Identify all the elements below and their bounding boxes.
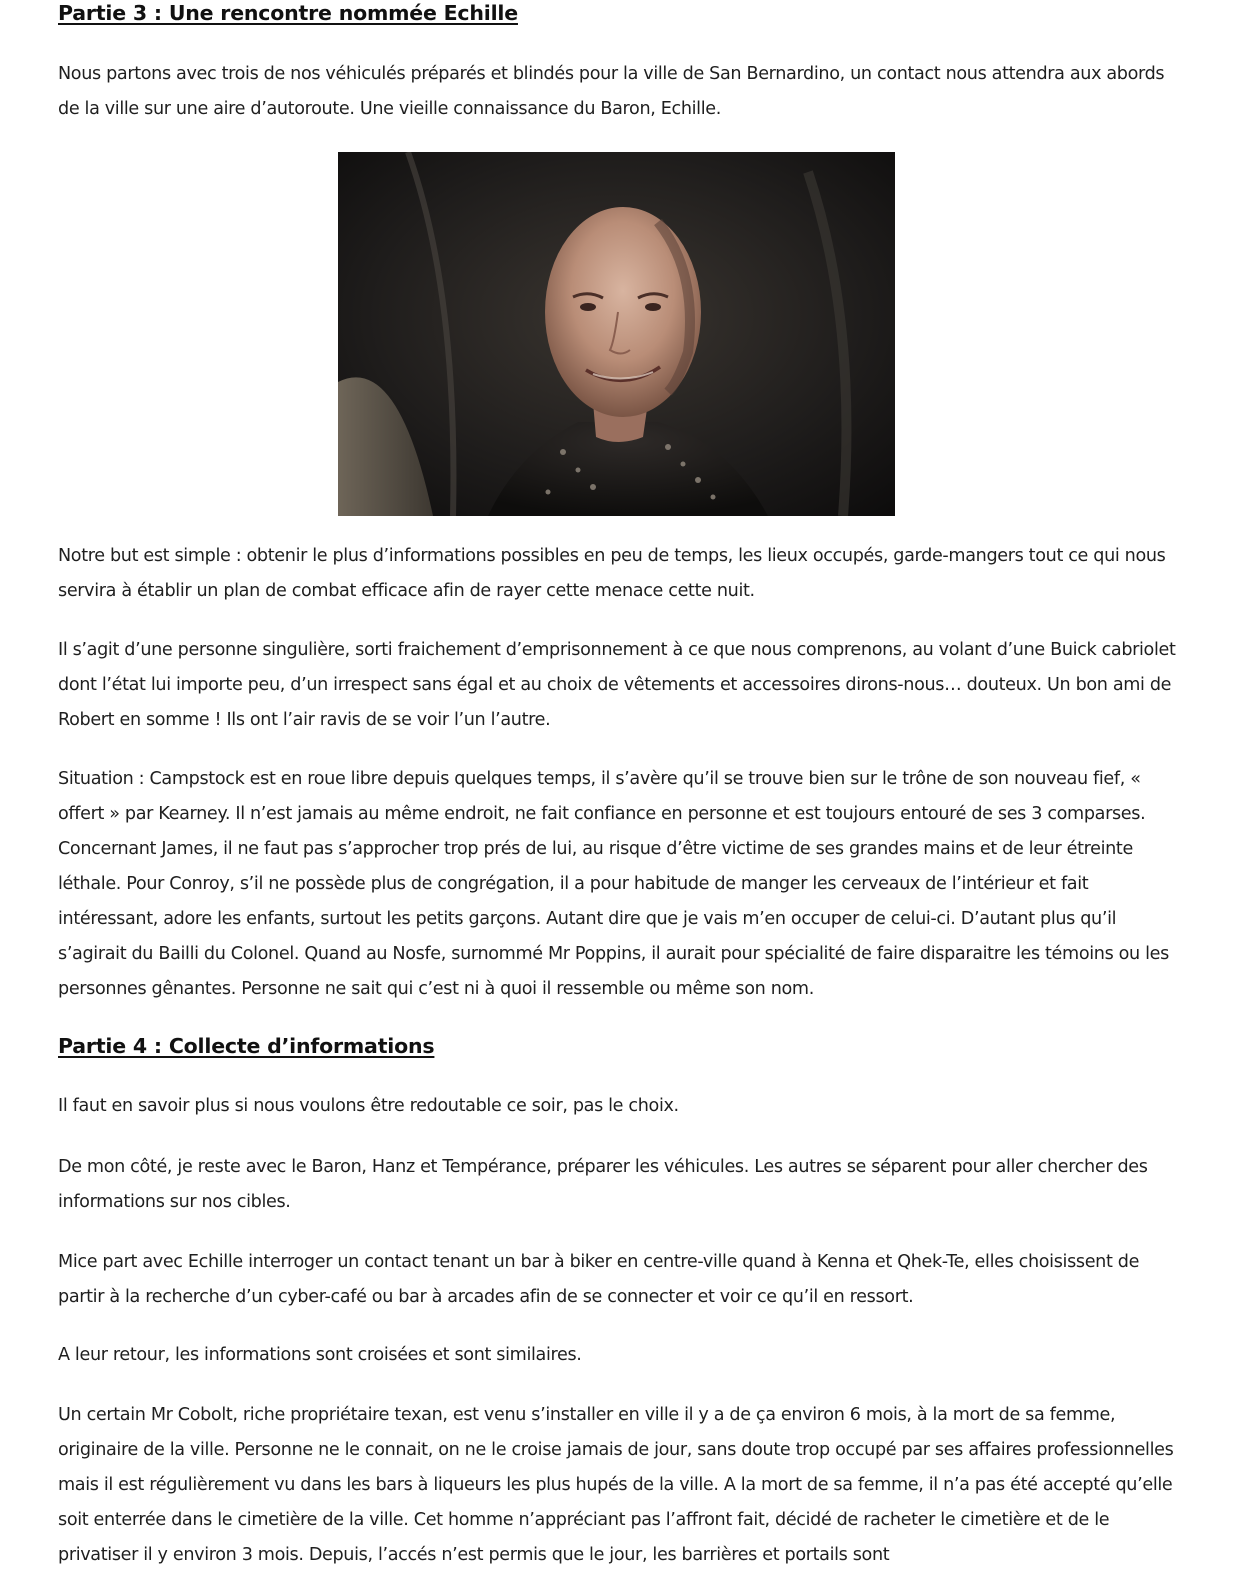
paragraph: A leur retour, les informations sont croisées et sont similaires. — [58, 1345, 582, 1365]
section-heading-part-3: Partie 3 : Une rencontre nommée Echille — [58, 1, 518, 25]
section-heading-part-4: Partie 4 : Collecte d’informations — [58, 1034, 435, 1058]
portrait-photo — [338, 152, 895, 516]
paragraph: Nous partons avec trois de nos véhiculés préparés et blindés pour la ville de San Bernardino, un contact nous attendra aux abords de la ville sur une aire d’autoroute. Une vieille connaissance du Baron, Echille. — [58, 64, 1165, 119]
paragraph: Situation : Campstock est en roue libre depuis quelques temps, il s’avère qu’il se trouve bien sur le trône de son nouveau fief, « offert » par Kearney. Il n’est jamais au même endroit, ne fait confiance en personne et est toujours entouré de ses 3 comparses. Concernant James, il ne faut pas s’approcher trop prés de lui, au risque d’être victime de ses grandes mains et de leur étreinte léthale. Pour Conroy, s’il ne possède plus de congrégation, il a pour habitude de manger les cerveaux de l’intérieur et fait intéressant, adore les enfants, surtout les petits garçons. Autant dire que je vais m’en occuper de celui-ci. D’autant plus qu’il s’agirait du Bailli du Colonel. Quand au Nosfe, surnommé Mr Poppins, il aurait pour spécialité de faire disparaitre les témoins ou les personnes gênantes. Personne ne sait qui c’est ni à quoi il ressemble ou même son nom. — [58, 769, 1169, 999]
paragraph: Mice part avec Echille interroger un contact tenant un bar à biker en centre-ville quand à Kenna et Qhek-Te, elles choisissent de partir à la recherche d’un cyber-café ou bar à arcades afin de se connecter et voir ce qu’il en ressort. — [58, 1252, 1140, 1307]
paragraph: Notre but est simple : obtenir le plus d’informations possibles en peu de temps, les lieux occupés, garde-mangers tout ce qui nous servira à établir un plan de combat efficace afin de rayer cette menace cette nuit. — [58, 546, 1166, 601]
paragraph: Il s’agit d’une personne singulière, sorti fraichement d’emprisonnement à ce que nous comprenons, au volant d’une Buick cabriolet dont l’état lui importe peu, d’un irrespect sans égal et au choix de vêtements et accessoires dirons-nous… douteux. Un bon ami de Robert en somme ! Ils ont l’air ravis de se voir l’un l’autre. — [58, 640, 1176, 730]
paragraph: Un certain Mr Cobolt, riche propriétaire texan, est venu s’installer en ville il y a de ça environ 6 mois, à la mort de sa femme, originaire de la ville. Personne ne le connait, on ne le croise jamais de jour, sans doute trop occupé par ses affaires professionnelles mais il est régulièrement vu dans les bars à liqueurs les plus hupés de la ville. A la mort de sa femme, il n’a pas été accepté qu’elle soit enterrée dans le cimetière de la ville. Cet homme n’appréciant pas l’affront fait, décidé de racheter le cimetière et de le privatiser il y environ 3 mois. Depuis, l’accés n’est permis que le jour, les barrières et portails sont — [58, 1405, 1174, 1565]
paragraph: Il faut en savoir plus si nous voulons être redoutable ce soir, pas le choix. — [58, 1096, 679, 1116]
paragraph: De mon côté, je reste avec le Baron, Hanz et Tempérance, préparer les véhicules. Les autres se séparent pour aller chercher des informations sur nos cibles. — [58, 1157, 1148, 1212]
